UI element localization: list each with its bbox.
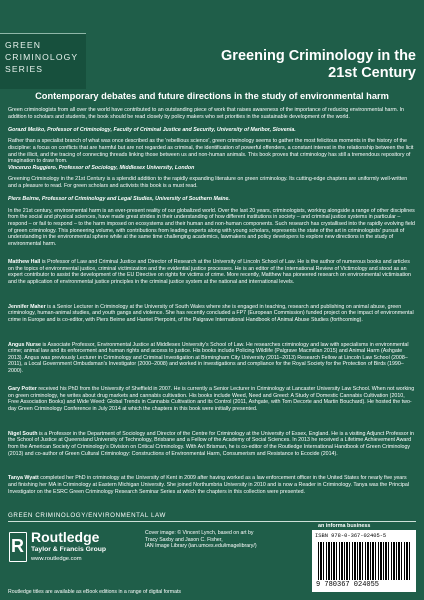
endorsement-2-text: Rather than a specialist branch of what was once described as the 'rebellious science', green criminology seems to gather the most felicitous moments in the history of the discipline: a focus on conflicts that are harmful but are not regarded as criminal, the identification of powerful offenders, a constant interest in the relationship between the licit and the illicit, and the tracing of connecting threads linking those between us and non-human animals. This book proves that criminology has still a tremendous repository of imagination to draw from. xyxy=(8,138,414,165)
routledge-logo-icon: R xyxy=(9,532,27,562)
bio-text: completed her PhD in criminology at the University of Kent in 2009 after having worked as a law enforcement officer in the United States for nearly five years and finishing her MA in Criminology at Eastern Michigan University. She joined Northumbria University in 2010 and is now a Reader in Criminology. Tanya was the Principal Investigator on the ESRC Green Criminology Research Seminar Series at which the chapters in this collection were presented. xyxy=(8,475,409,495)
bio-tanya-wyatt xyxy=(8,475,416,508)
book-title-line-1: Greening Criminology in the xyxy=(221,48,416,64)
isbn-label: ISBN 978-0-367-02405-5 xyxy=(315,533,387,539)
endorsement-2-author: Vincenzo Ruggiero, Professor of Sociology, Middlesex University, London xyxy=(8,164,195,171)
bio-matthew-hall xyxy=(8,259,416,299)
credit-line: IAN Image Library (ian.umces.edu/imagelibrary/) xyxy=(145,543,257,550)
publisher-url: www.routledge.com xyxy=(31,556,82,562)
cover-image-credit xyxy=(145,530,295,550)
bio-angus-nurse xyxy=(8,342,416,382)
informa-tagline: an informa business xyxy=(318,523,371,529)
bio-name: Tanya Wyatt xyxy=(8,475,39,482)
ebook-note: Routledge titles are available as eBook editions in a range of digital formats xyxy=(8,589,182,595)
book-title-line-2: 21st Century xyxy=(328,65,416,81)
series-line-2: CRIMINOLOGY xyxy=(5,52,79,62)
publisher-name: Routledge xyxy=(31,529,100,545)
barcode-number: 9 780367 024055 xyxy=(316,581,380,589)
bio-name: Nigel South xyxy=(8,430,38,437)
back-cover-text xyxy=(8,107,416,508)
series-logo xyxy=(0,33,86,89)
series-line-1: GREEN xyxy=(5,40,42,50)
bio-name: Jennifer Maher xyxy=(8,303,46,310)
credit-line: Tracy Saxby and Jason C. Fisher, xyxy=(145,536,223,543)
endorsement-3-author: Piers Beirne, Professor of Criminology and Legal Studies, University of Southern Maine. xyxy=(8,196,230,203)
bio-jennifer-maher xyxy=(8,304,416,337)
credit-line: Cover image: © Vincent Lynch, based on art by xyxy=(145,530,254,536)
isbn-barcode xyxy=(312,530,416,592)
series-line-3: SERIES xyxy=(5,64,44,74)
footer-divider xyxy=(8,521,416,522)
endorsement-3-text: Greening Criminology in the 21st Century is a splendid addition to the rapidly expanding literature on green criminology. Its cutting-edge chapters are uniformly well-written and a pleasure to read. For green scholars and activists this book is a must read. xyxy=(8,176,408,189)
barcode-bars-icon xyxy=(318,542,410,580)
bio-text: is a Senior Lecturer in Criminology at the University of South Wales where she is engaged in teaching, research and publishing on animal abuse, green criminology, human-animal studies, and youth gangs and violence. She has recently concluded a FP7 (European Commission) funded project on the impact of environmental crime in Europe and is co-editor, with Piers Beirne and Harriet Pierpoint, of the Palgrave International Handbook of Animal Abuse Studies (forthcoming). xyxy=(8,303,414,323)
book-subtitle: Contemporary debates and future directions in the study of environmental harm xyxy=(35,91,389,101)
bio-nigel-south xyxy=(8,431,416,471)
bio-text: is Associate Professor, Environmental Justice at Middlesex University's School of Law. He researches criminology and law with specialisms in environmental crime; animal law and its enforcement and human rights and access to justice. His books include Policing Wildlife (Palgrave Macmillan 2015) and Animal Harm (Ashgate 2013). Angus was previously Lecturer in Criminology and Criminal Investigation at Birmingham City University (2011–2013) Research Fellow at Lincoln Law School (2008–2011), a Local Government Ombudsman's Investigator (2000–2008) and worked in investigations and compliance for the Royal Society for the Protection of Birds (1990–2000). xyxy=(8,341,409,374)
endorsement-1-author: Gorazd Meško, Professor of Criminology, Faculty of Criminal Justice and Security, University of Maribor, Slovenia. xyxy=(8,126,296,133)
bio-text: is Professor of Law and Criminal Justice and Director of Research at the University of Lincoln School of Law. He is the author of numerous books and articles on the topics of environmental justice, criminal victimization and the evidential justice processes. He is an editor of the International Review of Victimology and stood as an expert contributor to assist the development of the EU Directive on rights for victims of crime. More recently, Matthew has pioneered research on environmental victimisation and the application of environmental justice principles in the criminal justice system at the national and international levels. xyxy=(8,258,411,285)
bio-name: Gary Potter xyxy=(8,386,37,393)
bio-name: Angus Nurse xyxy=(8,341,41,348)
bio-gary-potter xyxy=(8,386,416,426)
bio-name: Matthew Hall xyxy=(8,258,41,265)
book-description: In the 21st century, environmental harm is an ever-present reality of our globalized world. Over the last 20 years, criminologists, working alongside a range of other disciplines from the social and physical sciences, have made great strides in their understanding of how different institutions in society – and criminal justice systems in particular – respond – or fail to respond – to the harm imposed on ecosystems and their human and non-human components. Such research has crystallised into the rapidly evolving field of green criminology. This pioneering volume, with contributions from leading experts along with young scholars, represents the state of the art in criminologists' pursuit of understanding in the environmental sphere while at the same time challenging academics, lawmakers and policy developers to explore new directions in the study of environmental harm. xyxy=(8,207,415,247)
endorsement-1-text: Green criminologists from all over the world have contributed to an outstanding piece of work that raises awareness of the importance of reducing environmental harm. In addition to scholars and students, the book should be read closely by policy makers who set priorities in the sustainable development of the world. xyxy=(8,107,404,120)
bio-text: is a Professor in the Department of Sociology and Director of the Centre for Criminology at the University of Essex, England. He is a visiting Adjunct Professor in the School of Justice at Queensland University of Technology, Brisbane and a Fellow of the Academy of Social Sciences. In 2013 he received a Lifetime Achievement Award from the American Society of Criminology's Division on Critical Criminology. With Avi Brisman, he is co-editor of the Routledge International Handbook of Green Criminology (2013) and co-author of Green Cultural Criminology: Constructions of Environmental Harm, Consumerism and Resistance to Ecocide (2014). xyxy=(8,430,414,457)
bio-text: received his PhD from the University of Sheffield in 2007. He is currently a Senior Lecturer in Criminology at Lancaster University Law School. When not working on green criminology, he writes about drug markets and cannabis cultivation. His books include Weed, Need and Greed: A Study of Domestic Cannabis Cultivation (2010, Free Association Books) and Wide Weed: Global Trends in Cannabis Cultivation and its Control (2011, Ashgate, with Tom Decorte and Martin Bouchard). He hosted the two-day Green Criminology Conference in July 2014 at which the chapters in this book were initially presented. xyxy=(8,386,415,412)
publisher-group: Taylor & Francis Group xyxy=(31,546,107,553)
subject-category: GREEN CRIMINOLOGY/ENVIRONMENTAL LAW xyxy=(8,512,166,519)
